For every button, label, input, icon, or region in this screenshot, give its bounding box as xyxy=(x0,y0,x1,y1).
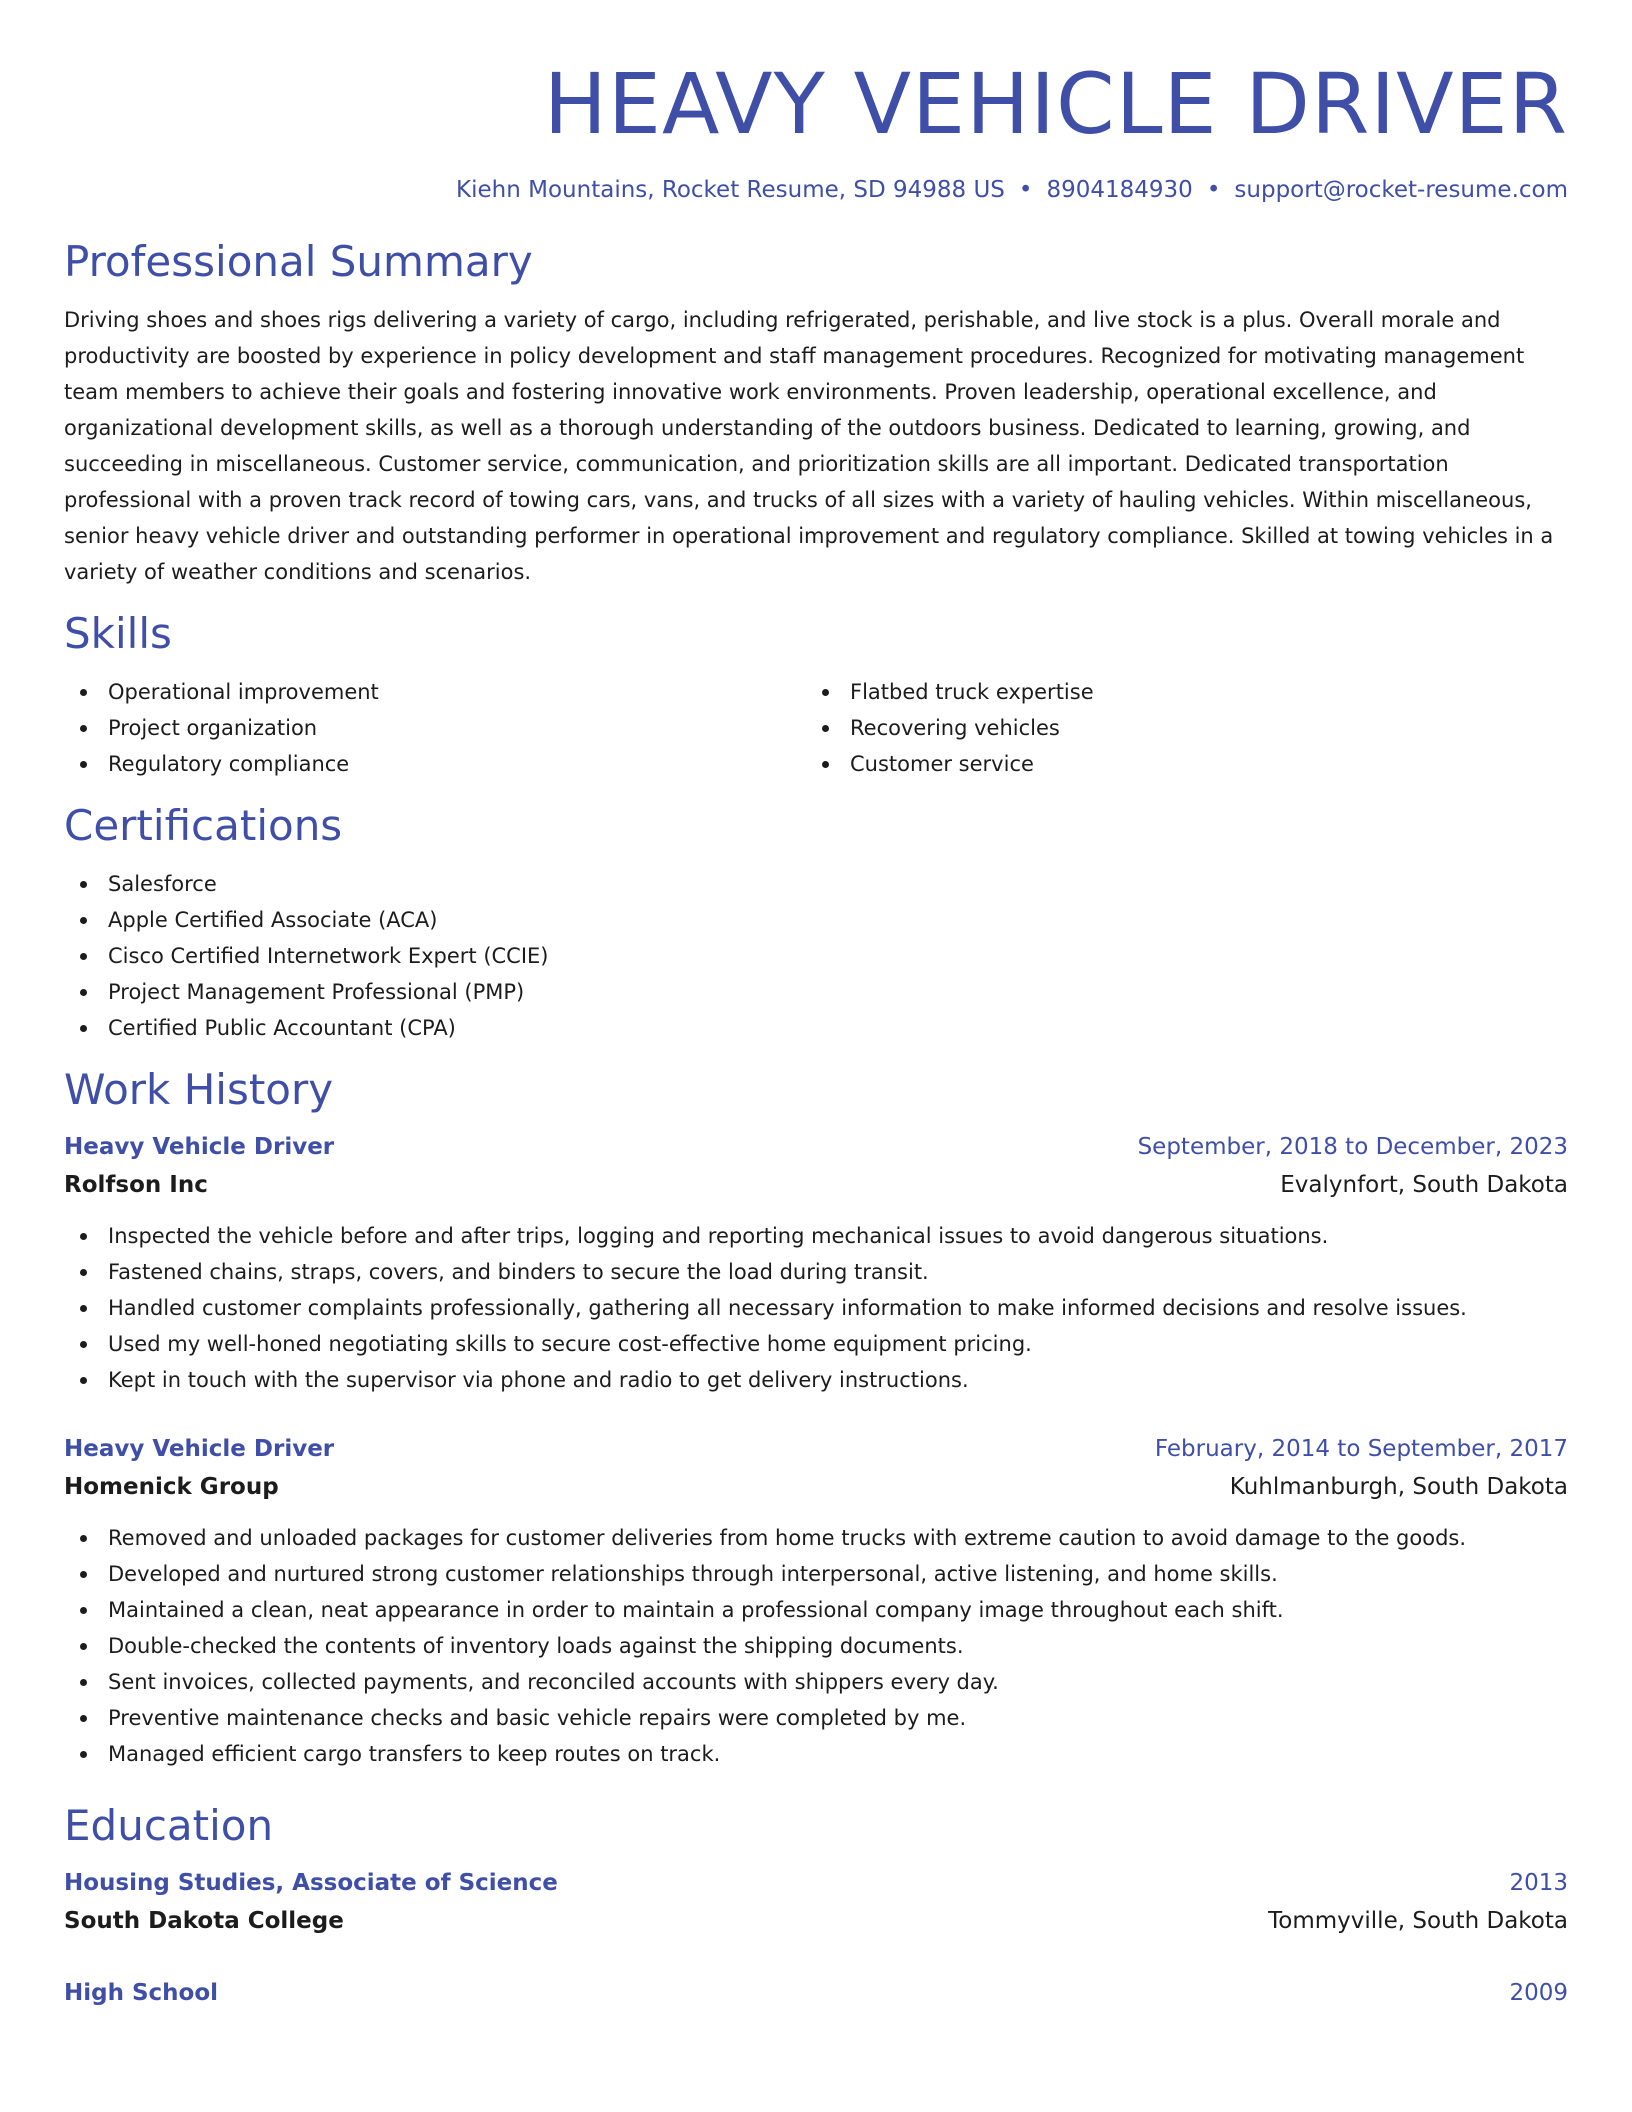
skills-column-left xyxy=(64,674,806,782)
contact-email[interactable]: support@rocket-resume.com xyxy=(1234,177,1568,203)
job-header xyxy=(64,1128,1568,1166)
education-header xyxy=(64,1864,1568,1902)
job-title: Heavy Vehicle Driver xyxy=(64,1436,335,1462)
job-employer: Rolfson Inc xyxy=(64,1172,208,1198)
skills-list xyxy=(64,674,1568,782)
contact-line xyxy=(64,174,1568,206)
education-header xyxy=(64,1974,1568,2012)
job-duty-item: Double-checked the contents of inventory loads against the shipping documents. xyxy=(64,1628,1568,1664)
job-duty-item: Fastened chains, straps, covers, and binders to secure the load during transit. xyxy=(64,1254,1568,1290)
contact-separator: • xyxy=(1018,177,1033,203)
job-duty-item: Preventive maintenance checks and basic vehicle repairs were completed by me. xyxy=(64,1700,1568,1736)
skill-item: Recovering vehicles xyxy=(806,710,1548,746)
education-school: South Dakota College xyxy=(64,1908,344,1934)
skill-item: Operational improvement xyxy=(64,674,806,710)
job-duty-item: Managed efficient cargo transfers to keep routes on track. xyxy=(64,1736,1568,1772)
skill-item: Flatbed truck expertise xyxy=(806,674,1548,710)
education-degree: Housing Studies, Associate of Science xyxy=(64,1870,558,1896)
job-duties-list xyxy=(64,1520,1568,1772)
job-title: Heavy Vehicle Driver xyxy=(64,1134,335,1160)
job-duty-item: Sent invoices, collected payments, and reconciled accounts with shippers every day. xyxy=(64,1664,1568,1700)
skill-item: Customer service xyxy=(806,746,1548,782)
certification-item: Project Management Professional (PMP) xyxy=(64,974,1568,1010)
education-entry xyxy=(64,1864,1568,1940)
section-heading-skills: Skills xyxy=(64,609,172,658)
resume-title: HEAVY VEHICLE DRIVER xyxy=(543,55,1568,153)
job-duty-item: Kept in touch with the supervisor via phone and radio to get delivery instructions. xyxy=(64,1362,1568,1398)
job-entry xyxy=(64,1430,1568,1772)
certification-item: Salesforce xyxy=(64,866,1568,902)
education-year: 2009 xyxy=(1509,1980,1568,2006)
job-employer: Homenick Group xyxy=(64,1474,279,1500)
job-duty-item: Developed and nurtured strong customer relationships through interpersonal, active listening, and home skills. xyxy=(64,1556,1568,1592)
contact-address: Kiehn Mountains, Rocket Resume, SD 94988 US xyxy=(456,177,1005,203)
section-heading-work-history: Work History xyxy=(64,1065,334,1114)
education-location: Tommyville, South Dakota xyxy=(1268,1908,1568,1934)
job-location: Kuhlmanburgh, South Dakota xyxy=(1229,1474,1568,1500)
summary-text: Driving shoes and shoes rigs delivering a variety of cargo, including refrigerated, perishable, and live stock is a plus. Overall morale and productivity are boosted by experience in policy development and staff management procedures. Recognized for motivating management team members to achieve their goals and fostering innovative work environments. Proven leadership, operational excellence, and organizational development skills, as well as a thorough understanding of the outdoors business. Dedicated to learning, growing, and succeeding in miscellaneous. Customer service, communication, and prioritization skills are all important. Dedicated transportation professional with a proven track record of towing cars, vans, and trucks of all sizes with a variety of hauling vehicles. Within miscellaneous, senior heavy vehicle driver and outstanding performer in operational improvement and regulatory compliance. Skilled at towing vehicles in a variety of weather conditions and scenarios. xyxy=(64,308,1554,584)
job-subheader xyxy=(64,1468,1568,1506)
skill-item: Project organization xyxy=(64,710,806,746)
job-location: Evalynfort, South Dakota xyxy=(1280,1172,1568,1198)
job-dates: September, 2018 to December, 2023 xyxy=(1137,1134,1568,1160)
education-entry xyxy=(64,1974,1568,2012)
section-heading-summary: Professional Summary xyxy=(64,237,533,286)
education-subheader xyxy=(64,1902,1568,1940)
education-degree: High School xyxy=(64,1980,219,2006)
job-duty-item: Used my well-honed negotiating skills to secure cost-effective home equipment pricing. xyxy=(64,1326,1568,1362)
job-subheader xyxy=(64,1166,1568,1204)
education-year: 2013 xyxy=(1509,1870,1568,1896)
job-duty-item: Handled customer complaints professionally, gathering all necessary information to make informed decisions and resolve issues. xyxy=(64,1290,1568,1326)
job-header xyxy=(64,1430,1568,1468)
certification-item: Apple Certified Associate (ACA) xyxy=(64,902,1568,938)
certification-item: Certified Public Accountant (CPA) xyxy=(64,1010,1568,1046)
skills-column-right xyxy=(806,674,1548,782)
job-duty-item: Removed and unloaded packages for customer deliveries from home trucks with extreme caution to avoid damage to the goods. xyxy=(64,1520,1568,1556)
section-heading-certifications: Certifications xyxy=(64,801,343,850)
job-duties-list xyxy=(64,1218,1568,1398)
contact-phone[interactable]: 8904184930 xyxy=(1046,177,1193,203)
certifications-list xyxy=(64,866,1568,1046)
certification-item: Cisco Certified Internetwork Expert (CCIE) xyxy=(64,938,1568,974)
job-dates: February, 2014 to September, 2017 xyxy=(1154,1436,1568,1462)
job-duty-item: Inspected the vehicle before and after trips, logging and reporting mechanical issues to avoid dangerous situations. xyxy=(64,1218,1568,1254)
skill-item: Regulatory compliance xyxy=(64,746,806,782)
job-entry xyxy=(64,1128,1568,1398)
contact-separator: • xyxy=(1206,177,1221,203)
job-duty-item: Maintained a clean, neat appearance in order to maintain a professional company image throughout each shift. xyxy=(64,1592,1568,1628)
section-heading-education: Education xyxy=(64,1801,274,1850)
